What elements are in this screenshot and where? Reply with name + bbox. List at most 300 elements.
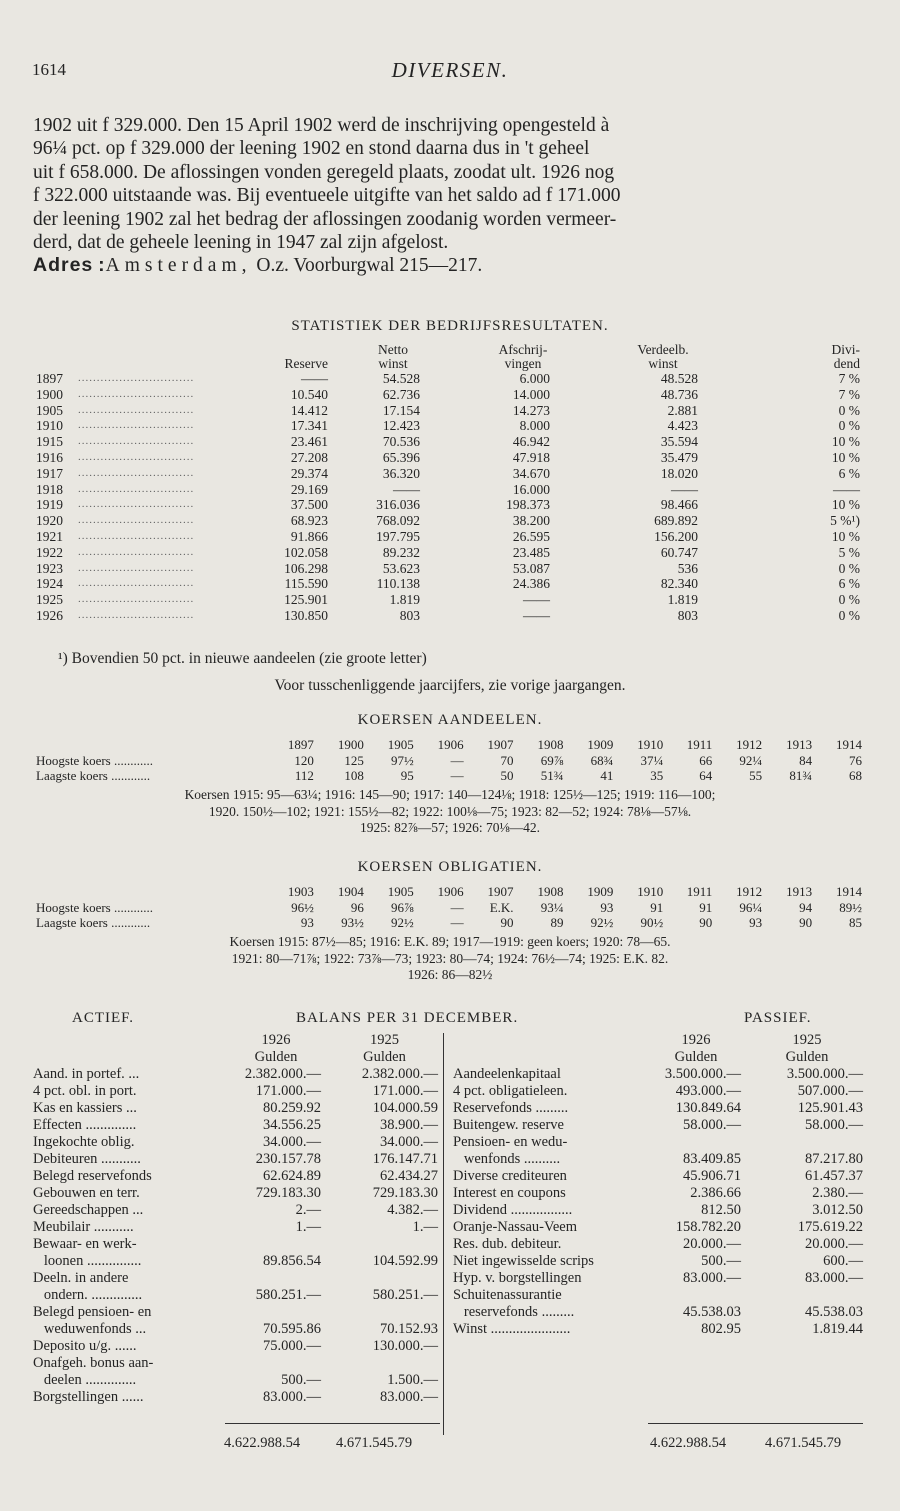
passief-value-1926: 83.409.85 [683, 1151, 741, 1167]
koers-years-row [36, 884, 862, 900]
actief-item-label: loonen ............... [33, 1253, 142, 1269]
row-reserve: 10.540 [290, 386, 328, 402]
koers-year: 1909 [587, 884, 614, 899]
statistiek-footnote: ¹) Bovendien 50 pct. in nieuwe aandeelen (zie groote letter) [58, 650, 427, 667]
row-afschrijvingen: 24.386 [512, 576, 550, 592]
passief-value-1926: 802.95 [701, 1321, 741, 1337]
passief-row [453, 1083, 863, 1100]
actief-row [33, 1151, 438, 1168]
row-verdeelb: 60.747 [660, 544, 698, 560]
balans-title: BALANS PER 31 DECEMBER. [296, 1010, 519, 1026]
row-year: 1924 [36, 576, 63, 592]
row-dividend: 0 % [838, 560, 860, 576]
passief-item-label: Reservefonds ......... [453, 1100, 569, 1116]
col-reserve: Reserve [284, 356, 328, 371]
row-year: 1916 [36, 449, 63, 465]
row-reserve: 23.461 [290, 434, 328, 450]
actief-item-label: Deposito u/g. ...... [33, 1338, 137, 1354]
row-afschrijvingen: 53.087 [512, 560, 550, 576]
actief-item-label: Deeln. in andere [33, 1270, 129, 1286]
row-netto: 36.320 [382, 465, 420, 481]
koers-year: 1905 [387, 884, 414, 899]
koers-low-label: Laagste koers ............ [36, 768, 151, 783]
row-netto: 54.528 [382, 371, 420, 386]
row-reserve: 106.298 [284, 560, 328, 576]
actief-value-1926: 580.251.— [255, 1287, 321, 1303]
row-netto: 110.138 [376, 576, 420, 592]
koers-year: 1904 [337, 884, 364, 899]
row-netto: 803 [399, 607, 420, 623]
passief-table [453, 1032, 863, 1338]
row-year: 1897 [36, 371, 63, 386]
row-afschrijvingen: 198.373 [506, 497, 550, 513]
row-dividend: 10 % [831, 528, 860, 544]
koers-high-value: 37¼ [640, 752, 664, 768]
passief-total-1925: 4.671.545.79 [765, 1435, 842, 1451]
koers-low-value: 93 [300, 915, 314, 930]
statistiek-row [36, 592, 860, 608]
koers-low-row [36, 915, 862, 931]
koersen-obligatien-text [0, 934, 900, 984]
koersen-obligatien-table [36, 884, 862, 931]
actief-value-1925 [331, 1270, 438, 1287]
koers-low-label: Laagste koers ............ [36, 915, 151, 930]
koers-year: 1913 [786, 884, 813, 899]
koers-year: 1905 [387, 737, 414, 752]
actief-value-1925 [331, 1355, 438, 1372]
koers-label-spacer [36, 884, 264, 900]
actief-label: ACTIEF. [72, 1010, 135, 1026]
row-dividend: 5 %¹) [830, 513, 860, 529]
col-netto: Netto winst [378, 342, 408, 371]
passief-row [453, 1304, 863, 1321]
passief-item-label: Pensioen- en wedu- [453, 1134, 568, 1150]
row-reserve: 91.866 [290, 528, 328, 544]
row-netto: 70.536 [382, 434, 420, 450]
passief-value-1925: 61.457.37 [805, 1168, 863, 1184]
koers-high-row [36, 753, 862, 769]
intro-paragraph [33, 114, 621, 278]
koers-low-value: 108 [344, 768, 364, 783]
actief-item-label: Gebouwen en terr. [33, 1185, 140, 1201]
passief-value-1925: 83.000.— [805, 1270, 863, 1286]
statistiek-row [36, 482, 860, 498]
koers-high-value: 93¼ [540, 899, 564, 915]
row-dividend: 6 % [838, 465, 860, 481]
row-dots: ............................... [78, 482, 195, 495]
passief-total-1926: 4.622.988.54 [650, 1435, 727, 1451]
koers-year: 1914 [836, 737, 862, 752]
actief-value-1926: 1.— [295, 1219, 321, 1235]
actief-row [33, 1134, 438, 1151]
statistiek-row [36, 466, 860, 482]
statistiek-row [36, 513, 860, 529]
row-reserve: 27.208 [290, 449, 328, 465]
actief-value-1926 [221, 1304, 331, 1321]
row-dots: ............................... [78, 577, 195, 590]
row-year: 1917 [36, 465, 63, 481]
actief-value-1925: 104.000.59 [372, 1100, 438, 1116]
koersen-aandeelen-text [0, 787, 900, 837]
passief-value-1926: 2.386.66 [690, 1185, 741, 1201]
row-dividend: 10 % [831, 449, 860, 465]
row-year: 1910 [36, 418, 63, 434]
address-street: O.z. Voorburgwal 215—217. [256, 255, 483, 277]
koers-high-value: — [450, 752, 464, 768]
row-afschrijvingen: 14.273 [512, 402, 550, 418]
actief-value-1926: 34.556.25 [263, 1117, 321, 1133]
row-reserve: 68.923 [290, 513, 328, 529]
statistiek-header-row [36, 343, 860, 371]
koers-high-row [36, 900, 862, 916]
actief-item-label: Bewaar- en werk- [33, 1236, 137, 1252]
address-label: Adres [33, 254, 94, 277]
koers-high-value: 66 [699, 752, 713, 768]
koers-low-value: — [450, 915, 464, 930]
actief-item-label: Ingekochte oblig. [33, 1134, 135, 1150]
row-reserve: 130.850 [284, 607, 328, 623]
row-dots: ............................... [78, 419, 195, 432]
actief-total-rule [225, 1423, 440, 1424]
row-reserve: 17.341 [290, 418, 328, 434]
koers-year: 1911 [686, 737, 713, 752]
passief-value-1925: 507.000.— [797, 1083, 863, 1099]
actief-total-1926: 4.622.988.54 [224, 1435, 301, 1451]
row-afschrijvingen: 38.200 [512, 513, 550, 529]
row-afschrijvingen: 47.918 [512, 449, 550, 465]
koers-year: 1907 [487, 884, 514, 899]
row-netto: 197.795 [376, 528, 420, 544]
actief-value-1926: 70.595.86 [263, 1321, 321, 1337]
actief-item-label: weduwenfonds ... [33, 1321, 147, 1337]
actief-item-label: Gereedschappen ... [33, 1202, 144, 1218]
row-dividend: 6 % [838, 576, 860, 592]
actief-row [33, 1321, 438, 1338]
passief-value-1926 [641, 1287, 751, 1304]
koers-high-value: 68¾ [590, 752, 614, 768]
koers-low-value: 92½ [590, 915, 614, 930]
passief-row [453, 1202, 863, 1219]
row-year: 1925 [36, 592, 63, 608]
statistiek-row [36, 497, 860, 513]
koers-high-value: 91 [650, 899, 664, 915]
actief-value-1925: 70.152.93 [380, 1321, 438, 1337]
row-dots: ............................... [78, 372, 195, 384]
passief-item-label: Schuitenassurantie [453, 1287, 562, 1303]
koers-year: 1909 [587, 737, 614, 752]
koers-year: 1911 [686, 884, 713, 899]
koers-year: 1912 [736, 884, 763, 899]
row-afschrijvingen: —— [523, 592, 550, 608]
actief-value-1926: 171.000.— [255, 1083, 321, 1099]
actief-total-1925: 4.671.545.79 [336, 1435, 413, 1451]
koersen-aandeelen-title: KOERSEN AANDEELEN. [357, 712, 543, 728]
actief-row [33, 1219, 438, 1236]
passief-row [453, 1185, 863, 1202]
row-netto: 1.819 [389, 592, 420, 608]
passief-value-1925: 20.000.— [805, 1236, 863, 1252]
statistiek-table [36, 343, 860, 624]
koers-low-value: 81¾ [789, 768, 813, 783]
actief-row [33, 1083, 438, 1100]
actief-item-label: Belegd reservefonds [33, 1168, 152, 1184]
row-dots: ............................... [78, 498, 195, 511]
passief-row [453, 1151, 863, 1168]
row-dividend: 10 % [831, 434, 860, 450]
row-reserve: 125.901 [284, 592, 328, 608]
passief-item-label: Dividend ................. [453, 1202, 573, 1218]
row-verdeelb: 48.528 [660, 371, 698, 386]
koers-low-row [36, 768, 862, 784]
actief-row [33, 1185, 438, 1202]
actief-value-1925 [331, 1236, 438, 1253]
passief-value-1926: 500.— [701, 1253, 741, 1269]
intro-line: der leening 1902 zal het bedrag der aflossingen zoodanig worden vermeer- [33, 208, 617, 230]
row-verdeelb: 48.736 [660, 386, 698, 402]
passief-value-1925: 58.000.— [805, 1117, 863, 1133]
row-verdeelb: 536 [677, 560, 698, 576]
passief-item-label: Res. dub. debiteur. [453, 1236, 562, 1252]
koers-year: 1900 [337, 737, 364, 752]
actief-value-1925 [331, 1304, 438, 1321]
passief-value-1926: 20.000.— [683, 1236, 741, 1252]
passief-value-1926: 45.538.03 [683, 1304, 741, 1320]
passief-label: PASSIEF. [744, 1010, 812, 1026]
actief-value-1925: 38.900.— [380, 1117, 438, 1133]
koers-year: 1914 [836, 884, 862, 899]
passief-item-label: Aandeelenkapitaal [453, 1066, 561, 1082]
passief-row [453, 1100, 863, 1117]
koers-high-value: 94 [799, 899, 813, 915]
passief-row [453, 1219, 863, 1236]
koers-text-line: 1925: 82⅞—57; 1926: 70⅛—42. [359, 820, 540, 835]
row-year: 1926 [36, 607, 63, 623]
actief-item-label: Effecten .............. [33, 1117, 137, 1133]
row-netto: 62.736 [382, 386, 420, 402]
actief-value-1925: 2.382.000.— [361, 1066, 438, 1082]
koers-high-value: 96¼ [739, 899, 763, 915]
statistiek-title: STATISTIEK DER BEDRIJFSRESULTATEN. [291, 318, 609, 334]
actief-item-label: Debiteuren ........... [33, 1151, 141, 1167]
koers-year: 1913 [786, 737, 813, 752]
row-dividend: 0 % [838, 607, 860, 623]
statistiek-row [36, 434, 860, 450]
actief-row [33, 1270, 438, 1287]
actief-row [33, 1338, 438, 1355]
passief-value-1926: 58.000.— [683, 1117, 741, 1133]
passief-item-label: reservefonds ......... [453, 1304, 575, 1320]
koers-high-label: Hoogste koers ............ [36, 899, 153, 915]
actief-value-1926 [221, 1355, 331, 1372]
actief-value-1925: 1.500.— [387, 1372, 438, 1388]
passief-item-label: wenfonds .......... [453, 1151, 561, 1167]
col-afschrijvingen: Afschrij- vingen [498, 342, 548, 371]
actief-item-label: Meubilair ........... [33, 1219, 134, 1235]
row-dividend: 0 % [838, 592, 860, 608]
koers-low-value: 92½ [390, 915, 414, 930]
passief-value-1925: 87.217.80 [805, 1151, 863, 1167]
row-year: 1918 [36, 481, 63, 497]
actief-row [33, 1066, 438, 1083]
koers-text-line: 1926: 86—82½ [407, 967, 493, 982]
passief-row [453, 1287, 863, 1304]
balans-divider [443, 1033, 444, 1435]
koers-year: 1903 [287, 884, 314, 899]
actief-value-1926: 62.624.89 [263, 1168, 321, 1184]
actief-row [33, 1202, 438, 1219]
row-year: 1923 [36, 560, 63, 576]
koers-year: 1908 [537, 737, 564, 752]
row-reserve: 14.412 [290, 402, 328, 418]
actief-row [33, 1117, 438, 1134]
statistiek-row [36, 608, 860, 624]
row-dots: ............................... [78, 403, 195, 416]
row-netto: 12.423 [382, 418, 420, 434]
koers-high-value: 91 [699, 899, 713, 915]
row-dots: ............................... [78, 561, 195, 574]
koers-low-value: 93 [749, 915, 763, 930]
actief-value-1925: 34.000.— [380, 1134, 438, 1150]
koersen-aandeelen-table [36, 737, 862, 784]
actief-item-label: Aand. in portef. ... [33, 1066, 140, 1082]
row-reserve: —— [301, 371, 328, 386]
actief-value-1926: 34.000.— [263, 1134, 321, 1150]
passief-value-1926: 158.782.20 [675, 1219, 741, 1235]
koers-high-value: 97½ [390, 752, 414, 768]
passief-row [453, 1066, 863, 1083]
passief-value-1925: 2.380.— [812, 1185, 863, 1201]
statistiek-row [36, 371, 860, 387]
koers-low-value: 41 [600, 768, 614, 783]
actief-value-1926: 230.157.78 [255, 1151, 321, 1167]
row-reserve: 115.590 [284, 576, 328, 592]
row-afschrijvingen: 14.000 [512, 386, 550, 402]
actief-value-1926: 83.000.— [263, 1389, 321, 1405]
row-afschrijvingen: 26.595 [512, 528, 550, 544]
koers-text-line: Koersen 1915: 95—63¼; 1916: 145—90; 1917: 140—124⅛; 1918: 125½—125; 1919: 116—100; [184, 787, 716, 802]
actief-row [33, 1355, 438, 1372]
row-year: 1920 [36, 513, 63, 529]
intro-line: 96¼ pct. op f 329.000 der leening 1902 en stond daarna dus in 't geheel [33, 138, 590, 160]
koers-low-value: 112 [294, 768, 314, 783]
koers-low-value: 93½ [341, 915, 364, 930]
actief-item-label: Borgstellingen ...... [33, 1389, 144, 1405]
actief-item-label: 4 pct. obl. in port. [33, 1083, 137, 1099]
running-title: DIVERSEN. [391, 58, 509, 82]
passief-item-label: Hyp. v. borgstellingen [453, 1270, 582, 1286]
intro-line: uit f 658.000. De aflossingen vonden geregeld plaats, zoodat ult. 1926 nog [33, 161, 615, 183]
row-dividend: 0 % [838, 418, 860, 434]
row-dots: ............................... [78, 514, 195, 527]
row-verdeelb: —— [671, 481, 698, 497]
passief-value-1926: 130.849.64 [675, 1100, 741, 1116]
passief-item-label: Buitengew. reserve [453, 1117, 564, 1133]
koersen-obligatien-title: KOERSEN OBLIGATIEN. [357, 859, 543, 875]
passief-value-1925: 3.500.000.— [786, 1066, 863, 1082]
row-afschrijvingen: 23.485 [512, 544, 550, 560]
actief-item-label: ondern. .............. [33, 1287, 143, 1303]
row-afschrijvingen: 8.000 [519, 418, 550, 434]
actief-value-1925: 1.— [412, 1219, 438, 1235]
row-year: 1919 [36, 497, 63, 513]
row-reserve: 29.169 [290, 481, 328, 497]
row-netto: 17.154 [382, 402, 420, 418]
koers-low-value: 35 [650, 768, 664, 783]
row-afschrijvingen: 16.000 [512, 481, 550, 497]
actief-value-1925: 83.000.— [380, 1389, 438, 1405]
passief-row [453, 1253, 863, 1270]
actief-year-row: 1926 1925 [261, 1032, 399, 1048]
row-dots: ............................... [78, 435, 195, 448]
passief-value-1926: 83.000.— [683, 1270, 741, 1286]
statistiek-row [36, 545, 860, 561]
actief-value-1926: 2.— [295, 1202, 321, 1218]
row-dots: ............................... [78, 608, 195, 621]
intro-line: f 322.000 uitstaande was. Bij eventueele uitgifte van het saldo ad f 171.000 [33, 185, 621, 207]
koers-low-value: 90½ [640, 915, 664, 930]
koers-high-value: — [450, 899, 464, 915]
row-year: 1921 [36, 528, 63, 544]
row-dividend: —— [833, 481, 860, 497]
passief-row [453, 1270, 863, 1287]
actief-value-1925: 104.592.99 [372, 1253, 438, 1269]
passief-item-label: Niet ingewisselde scrips [453, 1253, 594, 1269]
actief-item-label: Onafgeh. bonus aan- [33, 1355, 154, 1371]
row-dividend: 10 % [831, 497, 860, 513]
actief-row [33, 1236, 438, 1253]
actief-item-label: deelen .............. [33, 1372, 137, 1388]
row-netto: 768.092 [376, 513, 420, 529]
statistiek-see-note: Voor tusschenliggende jaarcijfers, zie vorige jaargangen. [274, 677, 626, 694]
row-dividend: 7 % [838, 386, 860, 402]
koers-years-row [36, 737, 862, 753]
row-afschrijvingen: 46.942 [512, 434, 550, 450]
koers-low-value: 85 [849, 915, 862, 930]
passief-item-label: Diverse crediteuren [453, 1168, 567, 1184]
actief-value-1926: 75.000.— [263, 1338, 321, 1354]
row-dots: ............................... [78, 529, 195, 542]
koers-year: 1910 [637, 884, 664, 899]
actief-row [33, 1304, 438, 1321]
row-verdeelb: 35.594 [660, 434, 698, 450]
row-dots: ............................... [78, 450, 195, 463]
actief-unit-row: Gulden Gulden [254, 1049, 406, 1065]
address-separator: : [98, 254, 106, 277]
row-verdeelb: 18.020 [660, 465, 698, 481]
actief-row [33, 1389, 438, 1406]
actief-value-1926: 500.— [281, 1372, 321, 1388]
actief-value-1925: 171.000.— [372, 1083, 438, 1099]
actief-item-label: Belegd pensioen- en [33, 1304, 152, 1320]
passief-value-1926: 812.50 [701, 1202, 741, 1218]
row-verdeelb: 4.423 [667, 418, 698, 434]
koers-high-value: 70 [500, 752, 514, 768]
koers-high-value: 96½ [291, 899, 314, 915]
passief-total-rule [648, 1423, 863, 1424]
row-verdeelb: 803 [677, 607, 698, 623]
row-verdeelb: 156.200 [654, 528, 698, 544]
passief-value-1925 [751, 1287, 863, 1304]
actief-value-1926: 80.259.92 [263, 1100, 321, 1116]
koers-low-value: 68 [849, 768, 862, 783]
passief-value-1925: 175.619.22 [797, 1219, 863, 1235]
koers-low-value: 51¾ [540, 768, 564, 783]
actief-value-1925: 130.000.— [372, 1338, 438, 1354]
passief-unit-row: Gulden Gulden [674, 1049, 829, 1065]
intro-line: derd, dat de geheele leening in 1947 zal zijn afgelost. [33, 231, 449, 253]
koers-high-value: E.K. [489, 899, 514, 915]
koers-high-value: 84 [799, 752, 813, 768]
